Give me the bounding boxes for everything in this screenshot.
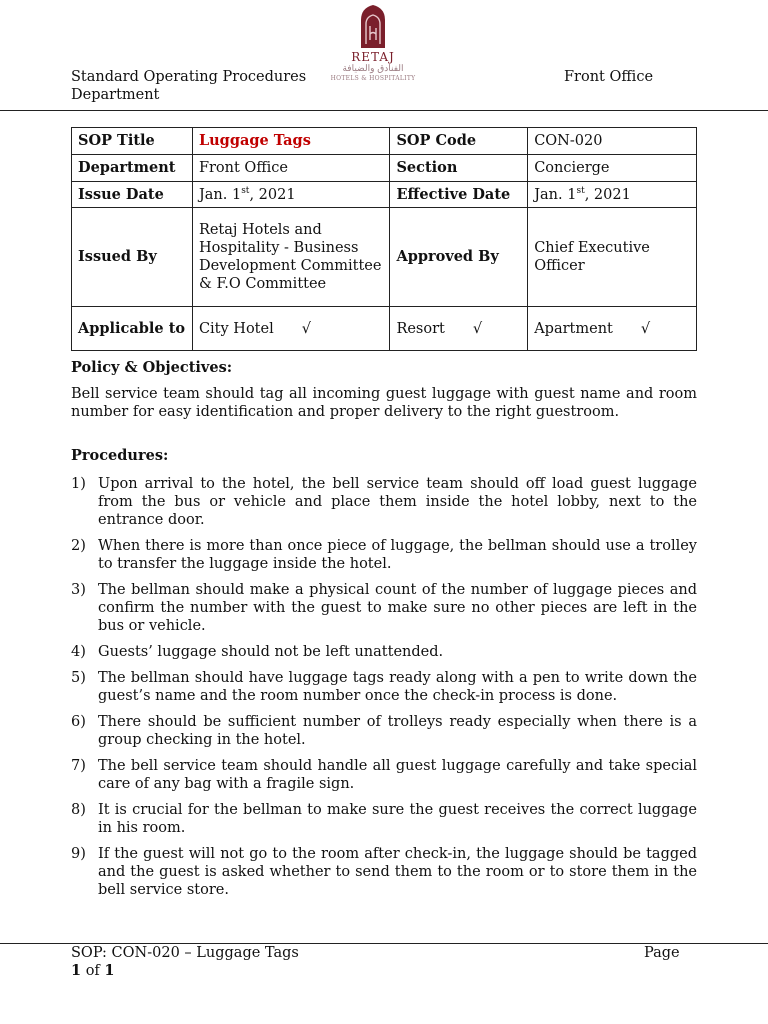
- section-label: Section: [390, 155, 528, 182]
- item-text: The bellman should have luggage tags ready along with a pen to write down the guest’s name and the room number once the check-in process is done.: [98, 670, 697, 704]
- issue-date-value: [192, 182, 390, 208]
- check-mark-icon: √: [301, 320, 311, 337]
- approved-by-value: Chief Executive Officer: [528, 208, 697, 307]
- item-number: 1): [71, 476, 86, 492]
- item-text: If the guest will not go to the room after check-in, the luggage should be tagged and the guest is asked whether to send them to the room or to store them in the bell service store.: [98, 846, 697, 898]
- applicable-label: Applicable to: [72, 307, 193, 351]
- effective-date-sup: st: [576, 185, 585, 196]
- list-item: [71, 669, 697, 705]
- retaj-logo: [326, 4, 420, 90]
- table-row: [72, 128, 697, 155]
- list-item: [71, 581, 697, 635]
- policy-text: Bell service team should tag all incoming guest luggage with guest name and room number for easy identification and proper delivery to the right guestroom.: [71, 386, 697, 420]
- page-total: 1: [104, 962, 115, 979]
- procedures-list: [71, 475, 697, 899]
- sop-code-value: CON-020: [528, 128, 697, 155]
- item-number: 4): [71, 644, 86, 660]
- item-number: 3): [71, 582, 86, 598]
- table-row: [72, 182, 697, 208]
- logo-subtitle: HOTELS & HOSPITALITY: [330, 75, 416, 82]
- issue-date-suffix: , 2021: [249, 186, 296, 203]
- list-item: [71, 801, 697, 837]
- sop-body: [71, 359, 697, 907]
- applicable-name: City Hotel: [198, 320, 274, 337]
- effective-date-prefix: Jan. 1: [534, 186, 577, 203]
- check-mark-icon: √: [472, 320, 483, 337]
- section-value: Concierge: [528, 155, 697, 182]
- page-current: 1: [71, 962, 82, 979]
- issue-date-label: Issue Date: [72, 182, 193, 208]
- sop-info-table: [71, 127, 697, 351]
- list-item: [71, 537, 697, 573]
- issue-date-prefix: Jan. 1: [198, 186, 242, 203]
- effective-date-suffix: , 2021: [584, 186, 631, 203]
- check-mark-icon: √: [640, 320, 651, 337]
- list-item: [71, 713, 697, 749]
- table-row: [72, 155, 697, 182]
- item-text: The bell service team should handle all guest luggage carefully and take special care of any bag with a fragile sign.: [98, 758, 697, 792]
- header-left: [71, 68, 306, 104]
- header-title-line2: Department: [71, 87, 160, 103]
- list-item: [71, 643, 697, 661]
- policy-heading: Policy & Objectives:: [71, 359, 233, 376]
- item-number: 9): [71, 846, 86, 862]
- applicable-city-hotel: [192, 307, 390, 351]
- approved-by-label: Approved By: [390, 208, 528, 307]
- sop-title-value: Luggage Tags: [192, 128, 390, 155]
- footer-sop-label: SOP: CON-020 – Luggage Tags: [71, 945, 299, 961]
- applicable-resort: [390, 307, 528, 351]
- sop-code-label: SOP Code: [390, 128, 528, 155]
- item-text: It is crucial for the bellman to make sure the guest receives the correct luggage in his room.: [98, 802, 697, 836]
- sop-title-label: SOP Title: [72, 128, 193, 155]
- item-number: 2): [71, 538, 86, 554]
- page-count: [71, 962, 299, 980]
- header-title-line1: Standard Operating Procedures: [71, 69, 307, 85]
- list-item: [71, 475, 697, 529]
- issued-by-value: Retaj Hotels and Hospitality - Business Development Committee & F.O Committee: [192, 208, 390, 307]
- item-text: Upon arrival to the hotel, the bell service team should off load guest luggage from the bus or vehicle and place them inside the hotel lobby, next to the entrance door.: [98, 476, 697, 528]
- list-item: [71, 757, 697, 793]
- applicable-name: Apartment: [534, 320, 613, 337]
- department-value: Front Office: [192, 155, 390, 182]
- item-text: When there is more than once piece of luggage, the bellman should use a trolley to transfer the luggage inside the hotel.: [98, 538, 697, 572]
- list-item: [71, 845, 697, 899]
- effective-date-label: Effective Date: [390, 182, 528, 208]
- item-number: 8): [71, 802, 86, 818]
- item-text: Guests’ luggage should not be left unattended.: [98, 644, 444, 660]
- item-text: The bellman should make a physical count of the number of luggage pieces and confirm the number with the guest to make sure no other pieces are left in the bus or vehicle.: [98, 582, 697, 634]
- issued-by-label: Issued By: [72, 208, 193, 307]
- logo-arabic: الفنادق والضيافة: [342, 64, 404, 74]
- department-label: Department: [72, 155, 193, 182]
- header-divider: [0, 110, 768, 111]
- item-number: 7): [71, 758, 86, 774]
- footer-page-word: Page: [644, 945, 680, 961]
- footer-left: [71, 944, 299, 980]
- item-text: There should be sufficient number of trolleys ready especially when there is a group checking in the hotel.: [98, 714, 697, 748]
- retaj-emblem-icon: [358, 4, 388, 50]
- table-row: [72, 208, 697, 307]
- logo-brand: RETAJ: [351, 50, 395, 64]
- procedures-heading: Procedures:: [71, 447, 169, 464]
- issue-date-sup: st: [241, 185, 250, 196]
- item-number: 6): [71, 714, 86, 730]
- applicable-name: Resort: [396, 320, 445, 337]
- applicable-apartment: [528, 307, 697, 351]
- page-of: of: [85, 963, 100, 979]
- header-department: Front Office: [564, 69, 654, 85]
- item-number: 5): [71, 670, 86, 686]
- table-row: [72, 307, 697, 351]
- effective-date-value: [528, 182, 697, 208]
